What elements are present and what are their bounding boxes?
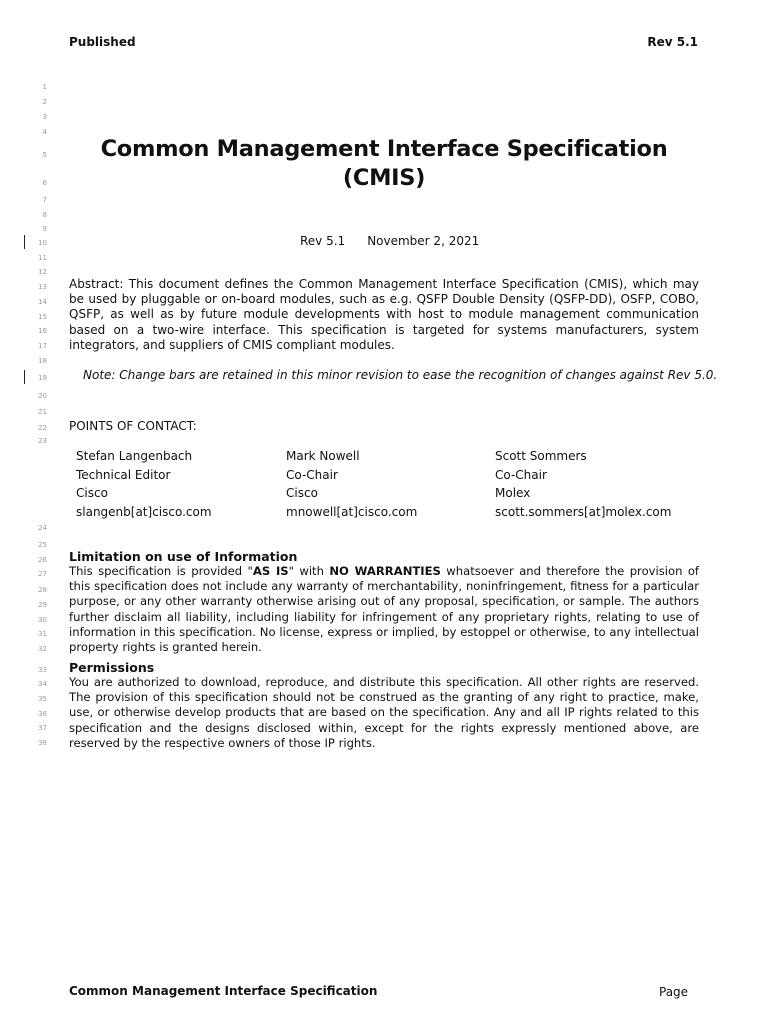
line-number: 22 [38, 424, 47, 432]
contact-email: mnowell[at]cisco.com [286, 504, 418, 519]
line-number: 9 [42, 225, 47, 233]
line-number: 11 [38, 254, 47, 262]
contact-name: Scott Sommers [495, 449, 587, 463]
abstract-paragraph: Abstract: This document defines the Common Management Interface Specification (CMIS), which may be used by pluggable or on-board modules, such as e.g. QSFP Double Density (QSFP-DD), OSFP, COBO, QSFP, as well as by future module developments with host to module management communication based on a two-wire interface. This specification is targeted for systems manufacturers, system integrators, and suppliers of CMIS compliant modules. [69, 277, 699, 352]
contact-company: Cisco [76, 486, 108, 500]
header-status: Published [69, 35, 136, 49]
contact-role: Co-Chair [286, 467, 338, 482]
points-of-contact-label: POINTS OF CONTACT: [69, 419, 197, 433]
header-revision: Rev 5.1 [647, 35, 698, 49]
limitation-heading: Limitation on use of Information [69, 549, 298, 564]
line-number: 2 [42, 98, 47, 106]
line-number: 20 [38, 392, 47, 400]
permissions-paragraph: You are authorized to download, reproduce, and distribute this specification. All other rights are reserved. The provision of this specification should not be construed as the granting of any right to practice, make, use, or otherwise develop products that are based on the specification. Any and all IP rights related to this specification and the designs disclosed within, except for the rights expressly mentioned above, are reserved by the respective owners of those IP rights. [69, 675, 699, 750]
line-number: 29 [38, 601, 47, 609]
document-title [69, 135, 699, 193]
line-number: 5 [42, 151, 47, 159]
line-number: 19 [38, 374, 47, 382]
line-number: 35 [38, 695, 47, 703]
line-number: 23 [38, 437, 47, 445]
change-bar [24, 370, 25, 384]
line-number: 13 [38, 283, 47, 291]
line-number: 1 [42, 83, 47, 91]
line-number: 15 [38, 313, 47, 321]
no-warranties-emphasis: NO WARRANTIES [329, 564, 441, 578]
line-number: 31 [38, 630, 47, 638]
contact-role: Technical Editor [76, 467, 171, 482]
line-number: 32 [38, 645, 47, 653]
limitation-text-mid: " with [288, 564, 330, 578]
contact-name: Stefan Langenbach [76, 449, 193, 463]
line-number: 26 [38, 556, 47, 564]
permissions-heading: Permissions [69, 660, 155, 675]
as-is-emphasis: AS IS [252, 564, 289, 578]
line-number: 8 [42, 211, 47, 219]
change-bar-note: Note: Change bars are retained in this minor revision to ease the recognition of changes against Rev 5.0. [83, 368, 718, 382]
footer-page-label: Page [659, 985, 689, 999]
contact-card [76, 447, 286, 521]
footer-title: Common Management Interface Specification [69, 984, 378, 998]
line-number: 36 [38, 710, 47, 718]
contact-email: slangenb[at]cisco.com [76, 504, 212, 519]
line-number: 27 [38, 570, 47, 578]
contact-card [286, 447, 496, 521]
contact-role: Co-Chair [495, 467, 547, 482]
line-number: 30 [38, 616, 47, 624]
contact-company: Molex [495, 486, 531, 500]
title-line-2: (CMIS) [342, 165, 426, 191]
revision-line [300, 234, 479, 248]
line-number: 25 [38, 541, 47, 549]
line-number: 12 [38, 268, 47, 276]
line-number: 24 [38, 524, 47, 532]
line-number: 16 [38, 327, 47, 335]
revision-number: Rev 5.1 [300, 234, 346, 248]
limitation-text-pre: This specification is provided " [69, 564, 253, 578]
line-number: 6 [42, 179, 47, 187]
limitation-text-post: whatsoever and therefore the provision of this specification does not include any warranty of merchantability, noninfringement, fitness for a particular purpose, or any other warranty otherwise arising out of any proposal, specification, or sample. The authors further disclaim all liability, including liability for infringement of any proprietary rights, relating to use of information in this specification. No license, express or implied, by estoppel or otherwise, to any intellectual property rights is granted herein. [69, 564, 700, 655]
contact-card [495, 447, 705, 521]
limitation-paragraph [69, 564, 699, 655]
line-number: 14 [38, 298, 47, 306]
line-number: 7 [42, 196, 47, 204]
line-number: 3 [42, 113, 47, 121]
contact-company: Cisco [286, 486, 318, 500]
line-number: 37 [38, 724, 47, 732]
revision-date: November 2, 2021 [367, 234, 480, 248]
line-number: 4 [42, 128, 47, 136]
line-number: 21 [38, 408, 47, 416]
line-number: 17 [38, 342, 47, 350]
line-number: 34 [38, 680, 47, 688]
line-number: 38 [38, 739, 47, 747]
line-number: 28 [38, 586, 47, 594]
change-bar [24, 235, 25, 249]
contact-email: scott.sommers[at]molex.com [495, 504, 672, 519]
contact-name: Mark Nowell [286, 449, 360, 463]
title-line-1: Common Management Interface Specification [100, 136, 668, 162]
line-number: 18 [38, 357, 47, 365]
line-number: 10 [38, 239, 47, 247]
line-number: 33 [38, 666, 47, 674]
